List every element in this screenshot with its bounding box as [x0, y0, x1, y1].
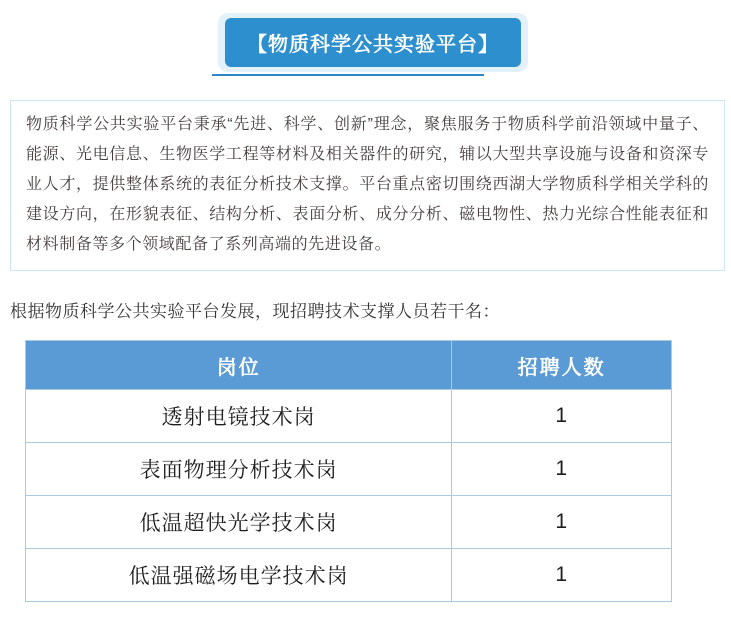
positions-table [25, 340, 672, 602]
table-row [26, 443, 672, 496]
table-row [26, 496, 672, 549]
table-header-row [26, 341, 672, 390]
count-cell: 1 [452, 549, 672, 602]
title-banner [218, 13, 528, 72]
recruit-intro-text: 根据物质科学公共实验平台发展，现招聘技术支撑人员若干名： [10, 302, 500, 321]
position-cell: 表面物理分析技术岗 [26, 443, 452, 496]
page-title: 【物质科学公共实验平台】 [225, 18, 521, 67]
count-cell: 1 [452, 496, 672, 549]
position-cell: 透射电镜技术岗 [26, 390, 452, 443]
table-header-position: 岗位 [26, 341, 452, 390]
intro-paragraph: 物质科学公共实验平台秉承“先进、科学、创新”理念，聚焦服务于物质科学前沿领域中量子、能源、光电信息、生物医学工程等材料及相关器件的研究，辅以大型共享设施与设备和资深专业人才，提供整体系统的表征分析技术支撑。平台重点密切围绕西湖大学物质科学相关学科的建设方向，在形貌表征、结构分析、表面分析、成分分析、磁电物性、热力光综合性能表征和材料制备等多个领域配备了系列高端的先进设备。 [10, 100, 725, 271]
table-row [26, 549, 672, 602]
table-row [26, 390, 672, 443]
count-cell: 1 [452, 390, 672, 443]
position-cell: 低温强磁场电学技术岗 [26, 549, 452, 602]
title-underline [212, 74, 484, 76]
count-cell: 1 [452, 443, 672, 496]
position-cell: 低温超快光学技术岗 [26, 496, 452, 549]
table-header-count: 招聘人数 [452, 341, 672, 390]
